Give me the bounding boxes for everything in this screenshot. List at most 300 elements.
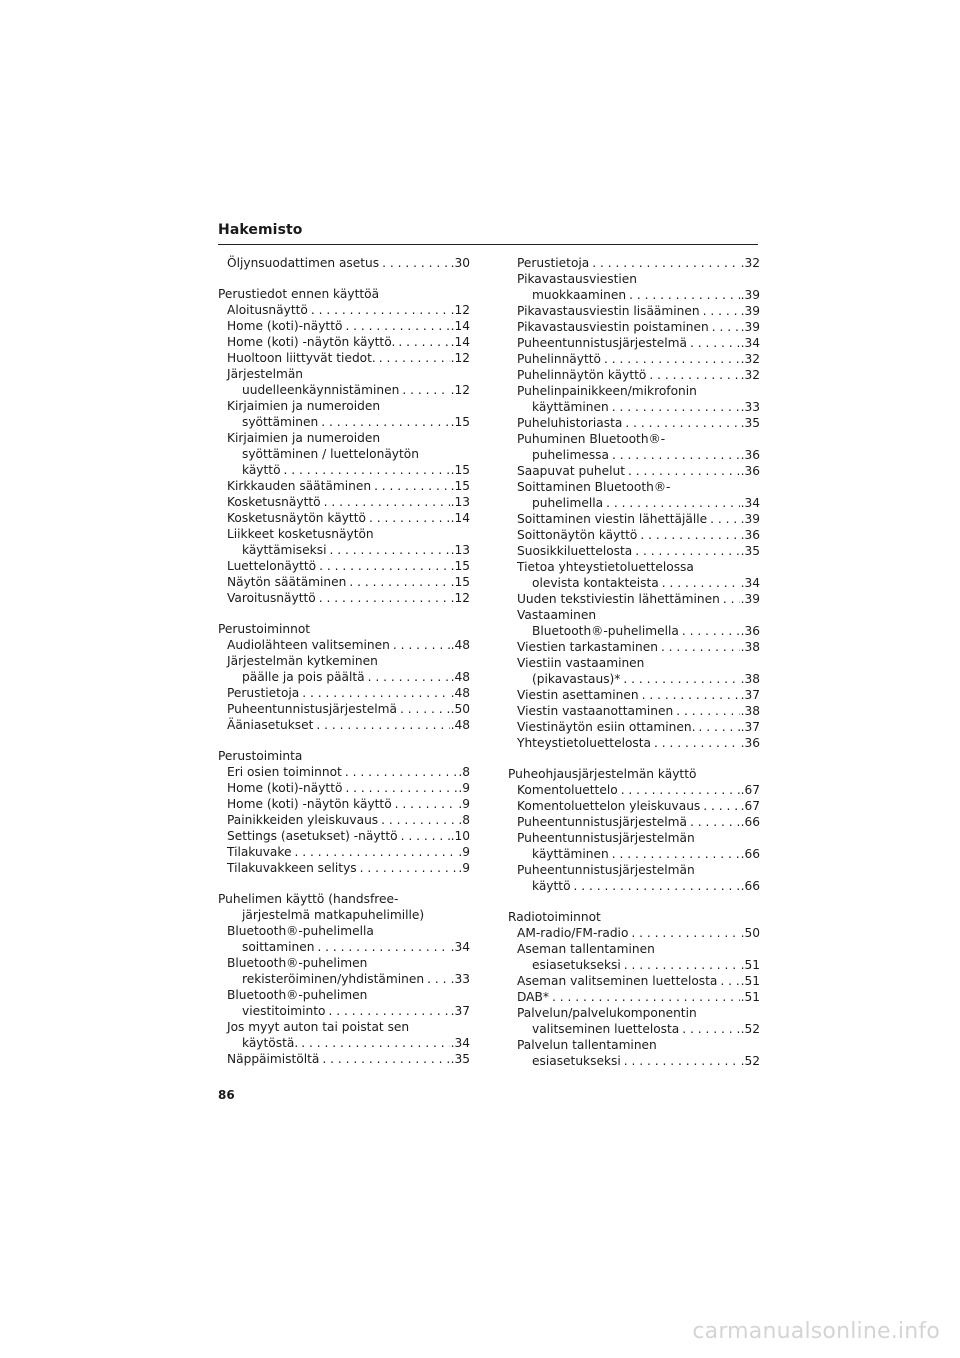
index-entry[interactable] bbox=[508, 878, 760, 894]
entry-page-ref[interactable]: .34 bbox=[740, 576, 760, 590]
entry-label: Home (koti) -näytön käyttö. bbox=[227, 335, 396, 349]
entry-label: Aloitusnäyttö bbox=[227, 303, 308, 317]
index-entry[interactable] bbox=[508, 703, 760, 719]
entry-label: käyttäminen bbox=[532, 400, 609, 414]
index-entry[interactable] bbox=[508, 735, 760, 751]
watermark: carmanualsonline.info bbox=[692, 1319, 940, 1344]
index-entry[interactable] bbox=[218, 1035, 470, 1051]
entry-page-ref[interactable]: .15 bbox=[450, 415, 470, 429]
dot-leader bbox=[679, 623, 740, 639]
entry-label: Home (koti) -näytön käyttö bbox=[227, 797, 392, 811]
index-entry[interactable] bbox=[508, 591, 760, 607]
dot-leader bbox=[618, 782, 740, 798]
page-title: Hakemisto bbox=[218, 222, 303, 238]
index-entry[interactable] bbox=[508, 463, 760, 479]
entry-label: Suosikkiluettelosta bbox=[517, 544, 633, 558]
dot-leader bbox=[325, 1003, 449, 1019]
entry-label: muokkaaminen bbox=[532, 288, 627, 302]
index-entry[interactable] bbox=[218, 860, 470, 876]
dot-leader bbox=[589, 255, 739, 271]
dot-leader bbox=[342, 780, 457, 796]
index-entry[interactable] bbox=[508, 989, 760, 1005]
dot-leader bbox=[609, 447, 740, 463]
entry-label: käyttö bbox=[242, 463, 281, 477]
entry-page-ref[interactable]: .51 bbox=[740, 974, 760, 988]
entry-page-ref[interactable]: .8 bbox=[458, 813, 470, 827]
entry-page-ref[interactable]: .35 bbox=[740, 544, 760, 558]
index-entry[interactable] bbox=[508, 575, 760, 591]
index-entry-line: Palvelun tallentaminen bbox=[517, 1038, 657, 1052]
section-heading: Perustoiminnot bbox=[218, 622, 311, 636]
entry-page-ref[interactable]: .37 bbox=[740, 688, 760, 702]
entry-label: Viestin asettaminen bbox=[517, 688, 639, 702]
index-entry[interactable] bbox=[218, 462, 470, 478]
entry-label: Soittaminen viestin lähettäjälle bbox=[517, 512, 708, 526]
dot-leader bbox=[687, 814, 740, 830]
index-entry-line: Järjestelmän bbox=[227, 367, 304, 381]
section-heading: Puhelimen käyttö (handsfree- bbox=[218, 892, 399, 906]
index-entry[interactable] bbox=[218, 494, 470, 510]
index-section bbox=[508, 909, 760, 1069]
dot-leader bbox=[621, 957, 740, 973]
index-entry[interactable] bbox=[508, 351, 760, 367]
dot-leader bbox=[399, 382, 449, 398]
index-entry[interactable] bbox=[508, 925, 760, 941]
index-entry-line: Bluetooth®-puhelimen bbox=[227, 956, 368, 970]
index-entry[interactable] bbox=[508, 447, 760, 463]
entry-page-ref[interactable]: .48 bbox=[450, 718, 470, 732]
index-entry[interactable] bbox=[508, 495, 760, 511]
entry-label: Komentoluettelon yleiskuvaus bbox=[517, 799, 701, 813]
entry-label: Saapuvat puhelut bbox=[517, 464, 626, 478]
entry-label: Kosketusnäytön käyttö bbox=[227, 511, 366, 525]
index-entry[interactable] bbox=[508, 319, 760, 335]
index-entry-line: Bluetooth®-puhelimen bbox=[227, 988, 368, 1002]
index-entry[interactable] bbox=[508, 782, 760, 798]
entry-label: Luettelonäyttö bbox=[227, 559, 317, 573]
dot-leader bbox=[281, 462, 450, 478]
entry-page-ref[interactable]: .36 bbox=[740, 464, 760, 478]
entry-label: käytöstä. bbox=[242, 1036, 299, 1050]
entry-label: Puheentunnistusjärjestelmä bbox=[227, 702, 397, 716]
dot-leader bbox=[376, 350, 450, 366]
dot-leader bbox=[424, 971, 450, 987]
index-entry-line: Puheentunnistusjärjestelmän bbox=[517, 863, 695, 877]
dot-leader bbox=[609, 399, 740, 415]
index-entry-line: Liikkeet kosketusnäytön bbox=[227, 527, 374, 541]
entry-label: syöttäminen bbox=[242, 415, 319, 429]
dot-leader bbox=[342, 318, 449, 334]
dot-leader bbox=[392, 796, 458, 812]
entry-label: Ääniasetukset bbox=[227, 718, 314, 732]
entry-label: Tilakuvakkeen selitys bbox=[227, 861, 357, 875]
index-entry-line: Bluetooth®-puhelimella bbox=[227, 924, 374, 938]
dot-leader bbox=[390, 637, 450, 653]
index-entry[interactable] bbox=[218, 382, 470, 398]
dot-leader bbox=[658, 639, 740, 655]
entry-page-ref[interactable]: .52 bbox=[740, 1022, 760, 1036]
entry-page-ref[interactable]: .39 bbox=[740, 592, 760, 606]
entry-label: Eri osien toiminnot bbox=[227, 765, 342, 779]
entry-page-ref[interactable]: .38 bbox=[740, 640, 760, 654]
entry-label: Perustietoja bbox=[517, 256, 590, 270]
entry-page-ref[interactable]: .37 bbox=[740, 720, 760, 734]
index-entry[interactable] bbox=[218, 590, 470, 606]
index-entry[interactable] bbox=[508, 957, 760, 973]
page-number: 86 bbox=[218, 1088, 235, 1102]
entry-page-ref[interactable]: .34 bbox=[450, 1036, 470, 1050]
dot-leader bbox=[321, 494, 450, 510]
dot-leader bbox=[379, 255, 449, 271]
index-entry[interactable] bbox=[218, 478, 470, 494]
entry-page-ref[interactable]: .52 bbox=[740, 1054, 760, 1068]
entry-label: Home (koti)-näyttö bbox=[227, 319, 343, 333]
entry-page-ref[interactable]: .15 bbox=[450, 479, 470, 493]
index-entry-line: järjestelmä matkapuhelimille) bbox=[242, 908, 425, 922]
dot-leader bbox=[603, 495, 740, 511]
index-entry[interactable] bbox=[218, 764, 470, 780]
dot-leader bbox=[316, 590, 450, 606]
index-entry[interactable] bbox=[218, 334, 470, 350]
dot-leader bbox=[371, 478, 450, 494]
index-section bbox=[218, 891, 470, 1067]
index-entry-line: syöttäminen / luettelonäytön bbox=[242, 447, 419, 461]
dot-leader bbox=[398, 828, 450, 844]
entry-page-ref[interactable]: .48 bbox=[450, 638, 470, 652]
dot-leader bbox=[717, 973, 739, 989]
entry-label: esiasetukseksi bbox=[532, 958, 621, 972]
entry-label: Painikkeiden yleiskuvaus bbox=[227, 813, 379, 827]
index-entry[interactable] bbox=[508, 1053, 760, 1069]
index-entry[interactable] bbox=[218, 717, 470, 733]
entry-page-ref[interactable]: .39 bbox=[740, 512, 760, 526]
entry-page-ref[interactable]: .33 bbox=[740, 400, 760, 414]
section-heading: Radiotoiminnot bbox=[508, 910, 601, 924]
index-entry-line: Puhelinpainikkeen/mikrofonin bbox=[517, 384, 697, 398]
index-entry[interactable] bbox=[218, 558, 470, 574]
entry-page-ref[interactable]: .36 bbox=[740, 528, 760, 542]
index-column-left bbox=[218, 255, 470, 1082]
index-entry[interactable] bbox=[508, 543, 760, 559]
entry-label: Soittonäytön käyttö bbox=[517, 528, 638, 542]
index-section bbox=[218, 286, 470, 606]
index-entry[interactable] bbox=[218, 669, 470, 685]
entry-label: Home (koti)-näyttö bbox=[227, 781, 343, 795]
entry-label: soittaminen bbox=[242, 940, 315, 954]
index-entry[interactable] bbox=[218, 255, 470, 271]
entry-label: käyttäminen bbox=[532, 847, 609, 861]
entry-label: Kirkkauden säätäminen bbox=[227, 479, 372, 493]
dot-leader bbox=[651, 735, 740, 751]
index-entry[interactable] bbox=[218, 939, 470, 955]
entry-page-ref[interactable]: .67 bbox=[740, 799, 760, 813]
entry-label: Komentoluettelo bbox=[517, 783, 618, 797]
dot-leader bbox=[318, 414, 449, 430]
entry-label: Puheentunnistusjärjestelmä bbox=[517, 336, 687, 350]
entry-label: Puheluhistoriasta bbox=[517, 416, 623, 430]
entry-label: Puheentunnistusjärjestelmä bbox=[517, 815, 687, 829]
entry-page-ref[interactable]: .14 bbox=[450, 511, 470, 525]
dot-leader bbox=[673, 703, 739, 719]
index-entry[interactable] bbox=[218, 828, 470, 844]
entry-label: Perustietoja bbox=[227, 686, 300, 700]
index-entry[interactable] bbox=[218, 844, 470, 860]
dot-leader bbox=[700, 798, 739, 814]
index-entry[interactable] bbox=[218, 414, 470, 430]
index-section bbox=[508, 255, 760, 751]
index-entry-line: Tietoa yhteystietoluettelossa bbox=[517, 560, 694, 574]
dot-leader bbox=[700, 303, 740, 319]
index-entry-line: Palvelun/palvelukomponentin bbox=[517, 1006, 697, 1020]
entry-label: DAB* bbox=[517, 990, 549, 1004]
entry-label: Yhteystietoluettelosta bbox=[517, 736, 652, 750]
dot-leader bbox=[326, 542, 449, 558]
dot-leader bbox=[687, 335, 740, 351]
index-entry[interactable] bbox=[508, 255, 760, 271]
dot-leader bbox=[609, 846, 740, 862]
entry-page-ref[interactable]: .48 bbox=[450, 686, 470, 700]
dot-leader bbox=[314, 939, 449, 955]
index-entry[interactable] bbox=[218, 796, 470, 812]
entry-page-ref[interactable]: .9 bbox=[458, 781, 470, 795]
dot-leader bbox=[621, 1053, 740, 1069]
index-entry[interactable] bbox=[218, 685, 470, 701]
index-entry-line: Järjestelmän kytkeminen bbox=[227, 654, 378, 668]
header-divider bbox=[218, 244, 758, 245]
dot-leader bbox=[292, 844, 458, 860]
entry-page-ref[interactable]: .33 bbox=[450, 972, 470, 986]
entry-page-ref[interactable]: .9 bbox=[458, 845, 470, 859]
entry-page-ref[interactable]: .51 bbox=[740, 990, 760, 1004]
dot-leader bbox=[659, 575, 740, 591]
entry-label: Pikavastausviestin poistaminen bbox=[517, 320, 709, 334]
dot-leader bbox=[299, 685, 449, 701]
entry-page-ref[interactable]: .13 bbox=[450, 543, 470, 557]
entry-page-ref[interactable]: .15 bbox=[450, 559, 470, 573]
index-entry[interactable] bbox=[218, 701, 470, 717]
dot-leader bbox=[601, 351, 740, 367]
index-entry[interactable] bbox=[508, 798, 760, 814]
section-heading: Perustoiminta bbox=[218, 749, 303, 763]
section-heading: Puheohjausjärjestelmän käyttö bbox=[508, 767, 697, 781]
index-entry-line: Jos myyt auton tai poistat sen bbox=[227, 1020, 410, 1034]
entry-label: Settings (asetukset) -näyttö bbox=[227, 829, 398, 843]
entry-label: Öljynsuodattimen asetus bbox=[227, 256, 380, 270]
entry-label: Viestien tarkastaminen bbox=[517, 640, 658, 654]
entry-page-ref[interactable]: .14 bbox=[450, 319, 470, 333]
section-heading: Perustiedot ennen käyttöä bbox=[218, 287, 380, 301]
dot-leader bbox=[316, 558, 449, 574]
entry-label: päälle ja pois päältä bbox=[242, 670, 365, 684]
entry-label: Puhelinnäyttö bbox=[517, 352, 601, 366]
entry-page-ref[interactable]: .8 bbox=[458, 765, 470, 779]
dot-leader bbox=[622, 415, 739, 431]
dot-leader bbox=[395, 334, 449, 350]
entry-label: Huoltoon liittyvät tiedot. bbox=[227, 351, 376, 365]
entry-page-ref[interactable]: .12 bbox=[450, 383, 470, 397]
entry-page-ref[interactable]: .48 bbox=[450, 670, 470, 684]
entry-page-ref[interactable]: .51 bbox=[740, 958, 760, 972]
index-entry[interactable] bbox=[218, 542, 470, 558]
entry-label: käyttö bbox=[532, 879, 571, 893]
entry-page-ref[interactable]: .34 bbox=[740, 496, 760, 510]
index-entry[interactable] bbox=[508, 687, 760, 703]
entry-page-ref[interactable]: .36 bbox=[740, 448, 760, 462]
index-entry[interactable] bbox=[218, 1051, 470, 1067]
entry-label: valitseminen luettelosta bbox=[532, 1022, 680, 1036]
dot-leader bbox=[709, 319, 740, 335]
index-entry[interactable] bbox=[218, 318, 470, 334]
dot-leader bbox=[397, 701, 450, 717]
entry-page-ref[interactable]: .39 bbox=[740, 320, 760, 334]
index-entry-line: Puheentunnistusjärjestelmän bbox=[517, 831, 695, 845]
entry-page-ref[interactable]: .50 bbox=[740, 926, 760, 940]
index-entry-line: Viestiin vastaaminen bbox=[517, 656, 645, 670]
index-entry-line: Aseman tallentaminen bbox=[517, 942, 655, 956]
index-entry[interactable] bbox=[508, 335, 760, 351]
index-entry[interactable] bbox=[218, 780, 470, 796]
entry-page-ref[interactable]: .67 bbox=[740, 783, 760, 797]
dot-leader bbox=[378, 812, 457, 828]
index-entry[interactable] bbox=[508, 415, 760, 431]
entry-page-ref[interactable]: .32 bbox=[740, 352, 760, 366]
index-entry[interactable] bbox=[508, 623, 760, 639]
page-header bbox=[218, 222, 758, 238]
entry-page-ref[interactable]: .38 bbox=[740, 672, 760, 686]
entry-page-ref[interactable]: .12 bbox=[450, 591, 470, 605]
index-entry[interactable] bbox=[218, 510, 470, 526]
entry-page-ref[interactable]: .34 bbox=[450, 940, 470, 954]
entry-page-ref[interactable]: .32 bbox=[740, 256, 760, 270]
index-entry-line: Vastaaminen bbox=[517, 608, 597, 622]
entry-page-ref[interactable]: .39 bbox=[740, 288, 760, 302]
index-entry[interactable] bbox=[508, 1021, 760, 1037]
entry-page-ref[interactable]: .30 bbox=[450, 256, 470, 270]
entry-label: viestitoiminto bbox=[242, 1004, 326, 1018]
entry-page-ref[interactable]: .50 bbox=[450, 702, 470, 716]
entry-page-ref[interactable]: .12 bbox=[450, 303, 470, 317]
entry-page-ref[interactable]: .66 bbox=[740, 847, 760, 861]
entry-page-ref[interactable]: .32 bbox=[740, 368, 760, 382]
dot-leader bbox=[646, 367, 739, 383]
index-entry[interactable] bbox=[508, 287, 760, 303]
entry-label: käyttämiseksi bbox=[242, 543, 327, 557]
index-entry[interactable] bbox=[508, 511, 760, 527]
index-column-right bbox=[508, 255, 760, 1084]
entry-page-ref[interactable]: .9 bbox=[458, 797, 470, 811]
index-entry[interactable] bbox=[508, 719, 760, 735]
index-entry[interactable] bbox=[508, 399, 760, 415]
dot-leader bbox=[707, 511, 739, 527]
entry-label: Uuden tekstiviestin lähettäminen bbox=[517, 592, 720, 606]
index-section bbox=[218, 621, 470, 733]
index-section bbox=[218, 255, 470, 271]
index-section bbox=[508, 766, 760, 894]
entry-page-ref[interactable]: .37 bbox=[450, 1004, 470, 1018]
entry-page-ref[interactable]: .9 bbox=[458, 861, 470, 875]
dot-leader bbox=[308, 302, 450, 318]
entry-label: puhelimessa bbox=[532, 448, 609, 462]
entry-page-ref[interactable]: .36 bbox=[740, 624, 760, 638]
entry-label: Viestin vastaanottaminen bbox=[517, 704, 674, 718]
dot-leader bbox=[346, 574, 449, 590]
entry-label: Viestinäytön esiin ottaminen. bbox=[517, 720, 696, 734]
dot-leader bbox=[319, 1051, 449, 1067]
index-entry[interactable] bbox=[218, 350, 470, 366]
dot-leader bbox=[313, 717, 449, 733]
index-entry[interactable] bbox=[218, 1003, 470, 1019]
entry-label: (pikavastaus)* bbox=[532, 672, 621, 686]
dot-leader bbox=[298, 1035, 449, 1051]
entry-page-ref[interactable]: .15 bbox=[450, 575, 470, 589]
entry-label: rekisteröiminen/yhdistäminen bbox=[242, 972, 425, 986]
dot-leader bbox=[620, 671, 739, 687]
index-entry[interactable] bbox=[218, 574, 470, 590]
index-entry[interactable] bbox=[508, 973, 760, 989]
index-entry[interactable] bbox=[508, 527, 760, 543]
dot-leader bbox=[549, 989, 740, 1005]
entry-label: Tilakuvake bbox=[227, 845, 292, 859]
entry-label: Näytön säätäminen bbox=[227, 575, 347, 589]
index-entry-line: Kirjaimien ja numeroiden bbox=[227, 431, 381, 445]
entry-label: Audiolähteen valitseminen bbox=[227, 638, 390, 652]
index-section bbox=[218, 748, 470, 876]
entry-label: Puhelinnäytön käyttö bbox=[517, 368, 647, 382]
dot-leader bbox=[720, 591, 740, 607]
index-entry[interactable] bbox=[508, 846, 760, 862]
index-entry[interactable] bbox=[218, 812, 470, 828]
dot-leader bbox=[639, 687, 740, 703]
index-entry[interactable] bbox=[218, 637, 470, 653]
dot-leader bbox=[625, 463, 740, 479]
entry-page-ref[interactable]: .39 bbox=[740, 304, 760, 318]
entry-page-ref[interactable]: .10 bbox=[450, 829, 470, 843]
entry-page-ref[interactable]: .66 bbox=[740, 879, 760, 893]
index-entry[interactable] bbox=[508, 367, 760, 383]
entry-page-ref[interactable]: .15 bbox=[450, 463, 470, 477]
entry-page-ref[interactable]: .12 bbox=[450, 351, 470, 365]
index-entry[interactable] bbox=[218, 302, 470, 318]
entry-label: Varoitusnäyttö bbox=[227, 591, 316, 605]
index-entry[interactable] bbox=[508, 303, 760, 319]
index-entry[interactable] bbox=[508, 639, 760, 655]
dot-leader bbox=[679, 1021, 739, 1037]
entry-page-ref[interactable]: .34 bbox=[740, 336, 760, 350]
entry-page-ref[interactable]: .13 bbox=[450, 495, 470, 509]
index-entry-line: Soittaminen Bluetooth®- bbox=[517, 480, 671, 494]
entry-page-ref[interactable]: .35 bbox=[450, 1052, 470, 1066]
entry-label: uudelleenkäynnistäminen bbox=[242, 383, 400, 397]
dot-leader bbox=[626, 287, 740, 303]
index-entry[interactable] bbox=[508, 814, 760, 830]
entry-label: Kosketusnäyttö bbox=[227, 495, 321, 509]
entry-page-ref[interactable]: .35 bbox=[740, 416, 760, 430]
dot-leader bbox=[365, 669, 450, 685]
entry-page-ref[interactable]: .38 bbox=[740, 704, 760, 718]
entry-label: Aseman valitseminen luettelosta bbox=[517, 974, 718, 988]
dot-leader bbox=[366, 510, 450, 526]
entry-page-ref[interactable]: .36 bbox=[740, 736, 760, 750]
entry-page-ref[interactable]: .66 bbox=[740, 815, 760, 829]
entry-label: Pikavastausviestin lisääminen bbox=[517, 304, 700, 318]
entry-page-ref[interactable]: .14 bbox=[450, 335, 470, 349]
index-entry[interactable] bbox=[218, 971, 470, 987]
dot-leader bbox=[637, 527, 739, 543]
index-entry[interactable] bbox=[508, 671, 760, 687]
dot-leader bbox=[357, 860, 458, 876]
entry-label: puhelimella bbox=[532, 496, 604, 510]
index-entry-line: Puhuminen Bluetooth®- bbox=[517, 432, 666, 446]
